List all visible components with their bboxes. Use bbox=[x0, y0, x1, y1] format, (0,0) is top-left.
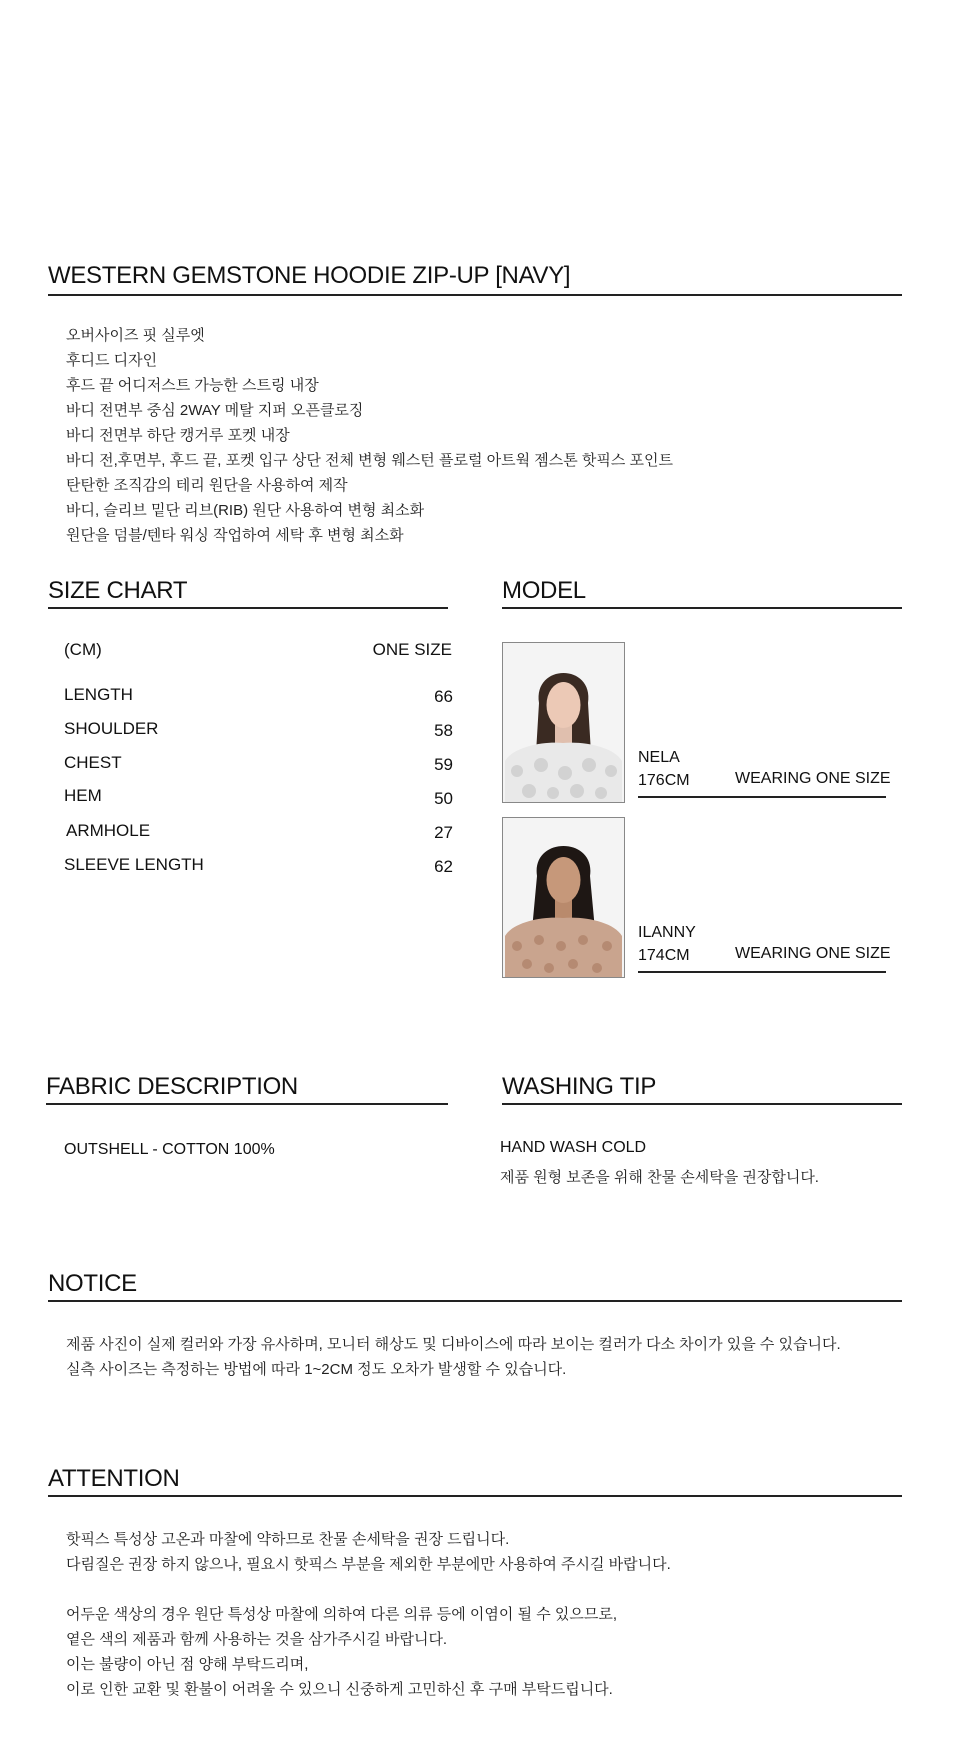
attention-divider bbox=[48, 1495, 902, 1497]
size-chart-row-value: 59 bbox=[434, 755, 453, 774]
product-title-divider bbox=[48, 294, 902, 296]
size-chart-row-label: ARMHOLE bbox=[66, 821, 151, 840]
size-chart-row-label: SHOULDER bbox=[64, 719, 159, 738]
model-name: ILANNY bbox=[638, 924, 696, 941]
model-portrait-icon bbox=[503, 818, 624, 977]
model-photo bbox=[502, 817, 625, 978]
product-detail-line: 후디드 디자인 bbox=[66, 352, 158, 369]
size-chart-row-label: HEM bbox=[64, 786, 102, 805]
attention-line: 옅은 색의 제품과 함께 사용하는 것을 삼가주시길 바랍니다. bbox=[66, 1631, 448, 1648]
fabric-heading: FABRIC DESCRIPTION bbox=[46, 1073, 298, 1100]
model-heading: MODEL bbox=[502, 577, 586, 604]
attention-line: 어두운 색상의 경우 원단 특성상 마찰에 의하여 다른 의류 등에 이염이 될 수 있으므로, bbox=[66, 1606, 618, 1623]
model-wearing: WEARING ONE SIZE bbox=[735, 770, 891, 787]
product-detail-line: 바디, 슬리브 밑단 리브(RIB) 원단 사용하여 변형 최소화 bbox=[66, 502, 425, 519]
attention-heading: ATTENTION bbox=[48, 1465, 180, 1492]
washing-line: HAND WASH COLD bbox=[500, 1139, 647, 1156]
size-chart-row-value: 50 bbox=[434, 789, 453, 808]
model-portrait-icon bbox=[503, 643, 624, 802]
notice-divider bbox=[48, 1300, 902, 1302]
size-chart-size-label: ONE SIZE bbox=[372, 640, 452, 659]
attention-line: 핫픽스 특성상 고온과 마찰에 약하므로 찬물 손세탁을 권장 드립니다. bbox=[66, 1531, 510, 1548]
model-divider-line bbox=[638, 971, 886, 973]
size-chart-divider bbox=[48, 607, 448, 609]
product-detail-line: 원단을 덤블/텐타 워싱 작업하여 세탁 후 변형 최소화 bbox=[66, 527, 404, 544]
size-chart-row-value: 27 bbox=[434, 823, 453, 842]
product-detail-line: 바디 전면부 중심 2WAY 메탈 지퍼 오픈클로징 bbox=[66, 402, 364, 419]
product-detail-line: 후드 끝 어디저스트 가능한 스트링 내장 bbox=[66, 377, 319, 394]
attention-line: 다림질은 권장 하지 않으나, 필요시 핫픽스 부분을 제외한 부분에만 사용하여 주시길 바랍니다. bbox=[66, 1556, 671, 1573]
product-detail-line: 오버사이즈 핏 실루엣 bbox=[66, 327, 205, 344]
notice-heading: NOTICE bbox=[48, 1270, 137, 1297]
model-photo bbox=[502, 642, 625, 803]
model-divider-line bbox=[638, 796, 886, 798]
washing-line: 제품 원형 보존을 위해 찬물 손세탁을 권장합니다. bbox=[500, 1169, 819, 1186]
size-chart-row-label: LENGTH bbox=[64, 685, 133, 704]
washing-divider bbox=[502, 1103, 902, 1105]
size-chart-unit: (CM) bbox=[64, 640, 102, 659]
size-chart-row-value: 66 bbox=[434, 687, 453, 706]
fabric-text: OUTSHELL - COTTON 100% bbox=[64, 1141, 275, 1158]
model-name: NELA bbox=[638, 749, 680, 766]
washing-heading: WASHING TIP bbox=[502, 1073, 657, 1100]
size-chart-row-value: 62 bbox=[434, 857, 453, 876]
model-divider bbox=[502, 607, 902, 609]
size-chart-heading: SIZE CHART bbox=[48, 577, 188, 604]
model-wearing: WEARING ONE SIZE bbox=[735, 945, 891, 962]
size-chart-row-value: 58 bbox=[434, 721, 453, 740]
model-height: 176CM bbox=[638, 772, 690, 789]
model-height: 174CM bbox=[638, 947, 690, 964]
product-detail-line: 바디 전면부 하단 캥거루 포켓 내장 bbox=[66, 427, 290, 444]
product-detail-line: 탄탄한 조직감의 테리 원단을 사용하여 제작 bbox=[66, 477, 348, 494]
product-detail-line: 바디 전,후면부, 후드 끝, 포켓 입구 상단 전체 변형 웨스턴 플로럴 아트웍 젬스톤 핫픽스 포인트 bbox=[66, 452, 673, 469]
attention-line: 이로 인한 교환 및 환불이 어려울 수 있으니 신중하게 고민하신 후 구매 부탁드립니다. bbox=[66, 1681, 613, 1698]
size-chart-row-label: CHEST bbox=[64, 753, 122, 772]
notice-line: 실측 사이즈는 측정하는 방법에 따라 1~2CM 정도 오차가 발생할 수 있습니다. bbox=[66, 1361, 567, 1378]
fabric-divider bbox=[46, 1103, 448, 1105]
size-chart-row-label: SLEEVE LENGTH bbox=[64, 855, 204, 874]
notice-line: 제품 사진이 실제 컬러와 가장 유사하며, 모니터 해상도 및 디바이스에 따라 보이는 컬러가 다소 차이가 있을 수 있습니다. bbox=[66, 1336, 841, 1353]
attention-line: 이는 불량이 아닌 점 양해 부탁드리며, bbox=[66, 1656, 309, 1673]
product-title: WESTERN GEMSTONE HOODIE ZIP-UP [NAVY] bbox=[48, 262, 571, 289]
